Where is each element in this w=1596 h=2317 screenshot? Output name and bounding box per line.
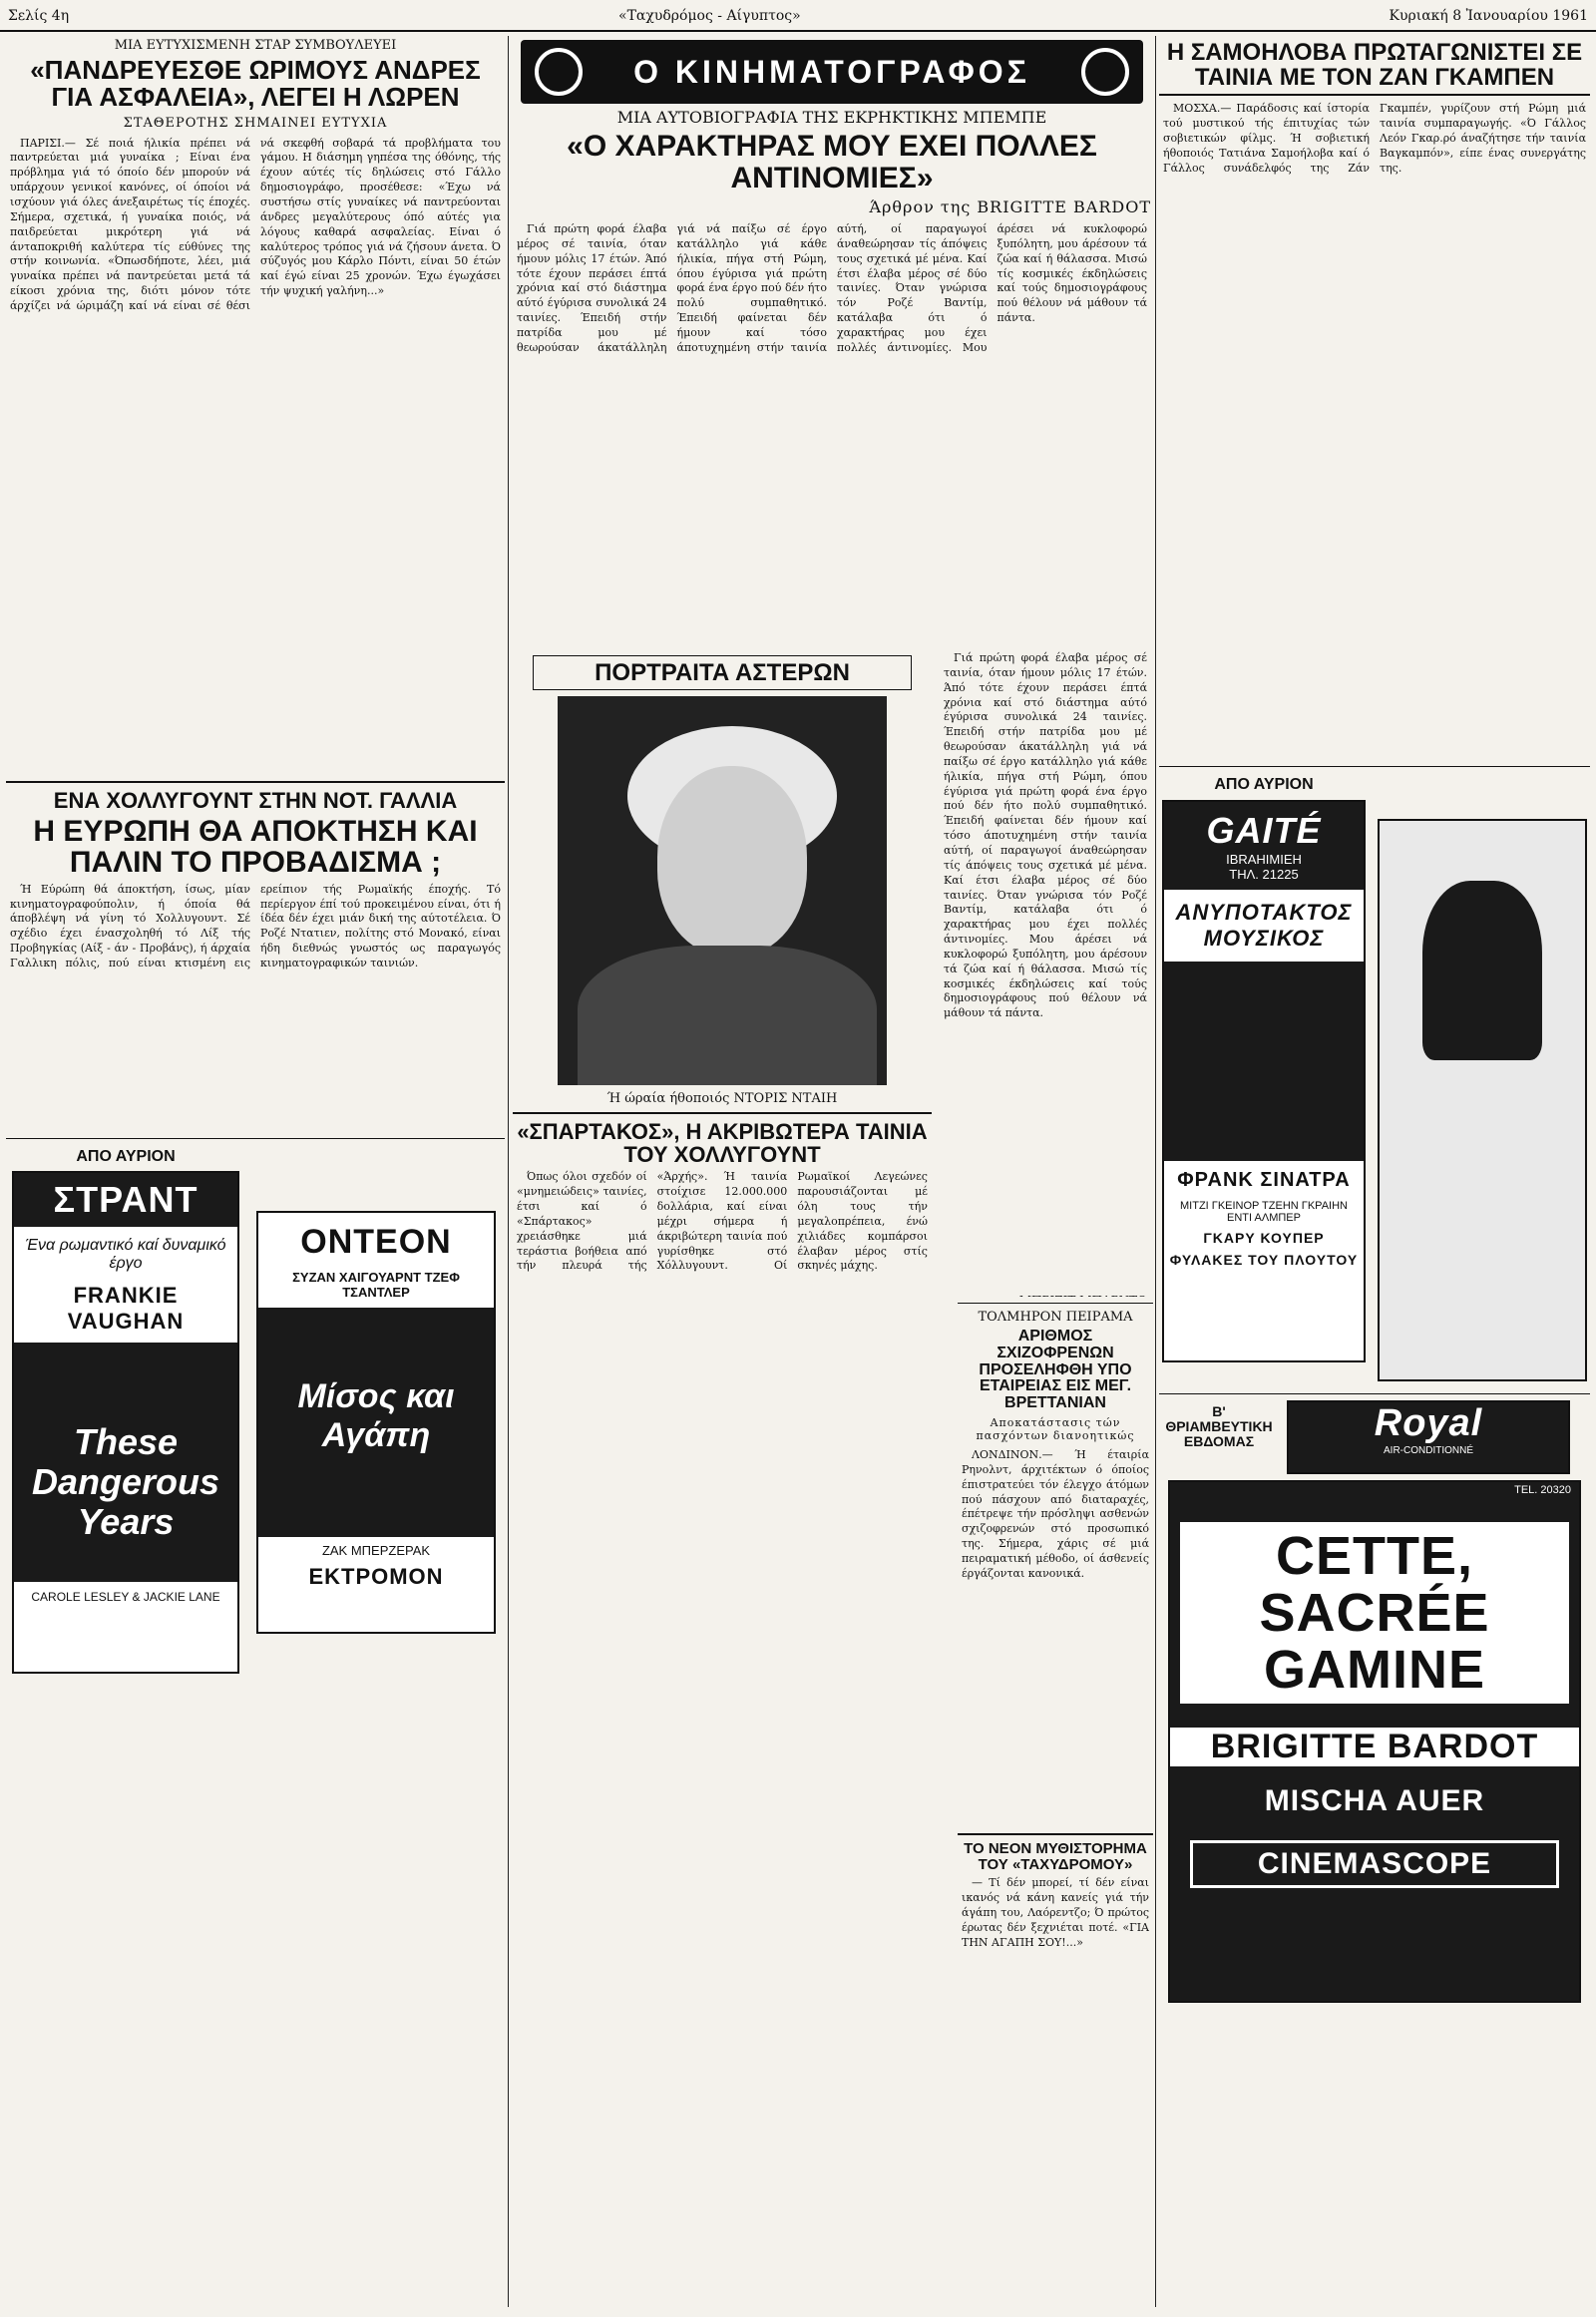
- article-headline-2: ΕΝΑ ΧΟΛΛΥΓΟΥΝΤ ΣΤΗΝ ΝΟΤ. ΓΑΛΛΙΑ: [53, 787, 458, 813]
- divider: [513, 1112, 932, 1114]
- film-reel-icon: [1081, 48, 1129, 96]
- cinema-tag: AIR-CONDITIONNÉ: [1384, 1445, 1473, 1457]
- ad-tagline: Ένα ρωμαντικό καί δυναμικό έργο: [25, 1237, 226, 1273]
- cinema-name: Royal: [1374, 1402, 1483, 1445]
- article-byline: Άρθρον της BRIGITTE BARDOT: [869, 197, 1151, 216]
- ad-header: [1164, 802, 1364, 890]
- article-body: Γιά πρώτη φορά έλαβα μέρος σέ ταινία, όταν ήμουν μόλις 17 έτών. Άπό τότε έχουν περάσει έπτά χρόνια καί στό διάστημα αύτό έγύρισα συνολικά 24 ταινίες. Έπειδή στήν πατρίδα μου μέ θεωρούσαν άκατάλληλη γιά νά παίξω σέ έργο κατάλληλο γιά κάθε ήλικία, πήγα στή Ρώμη, όπου έγύρισα γιά πρώτη φορά ένα έργο πού δέν ήτο πολύ συμπαθητικό. Έπειδή φαίνεται δέν ήμουν καί τόσο άποτυχημένη στήν ταινία αύτή, οί παραγωγοί άναθεώρησαν τίς άπόψεις τους σχετικά μέ μένα. Καί έτσι έλαβα μέρος σέ δύο ταινίες. Όταν γνώρισα τόν Ροζέ Βαντίμ, κατάλαβα ότι ό χαρακτήρας μου έχει πολλές άντινομίες. Μου άρέσει νά κυκλοφορώ ξυπόλητη, μου άρέσουν τά ζώα καί ή θάλασσα. Μισώ τίς κοσμικές έκδηλώσεις καί τούς δημοσιογράφους πού θέλουν νά μάθουν τά πάντα.: [517, 222, 1147, 354]
- film-reel-icon: [535, 48, 583, 96]
- article-kicker: ΤΟΛΜΗΡΟΝ ΠΕΙΡΑΜΑ: [978, 1310, 1133, 1325]
- ad-poster-portrait: [1378, 819, 1587, 1381]
- article-headline-3: ΑΡΙΘΜΟΣ ΣΧΙΖΟΦΡΕΝΩΝ ΠΡΟΣΕΛΗΦΘΗ ΥΠΟ ΕΤΑΙΡΕΙΑΣ ΕΙΣ ΜΕΓ. ΒΡΕΤΤΑΝΙΑΝ: [979, 1328, 1132, 1412]
- article-headline-3: Η ΕΥΡΩΠΗ ΘΑ ΑΠΟΚΤΗΣΗ ΚΑΙ ΠΑΛΙΝ ΤΟ ΠΡΟΒΑΔΙΣΜΑ ;: [33, 814, 478, 880]
- article-body: ΠΑΡΙΣΙ.— Σέ ποιά ήλικία πρέπει νά παντρεύεται μιά γυναίκα ; Είναι ένα πρόβλημα γιά τό όποίο δέν μπορούν νά υπάρχουν γενικοί κανόνες, οί όποίοι νά ισχύουν γιά όλες άνεξαιρέτως τίς έποχές. Σήμερα, σχετικά, ή γυναίκα ποιός, νά παιδρεύεται μικρότερη γιά νά άνταποκριθή καλύτερα τίς εύθύνες της στήν κοινωνία. «Όπωσδήποτε, λέει, μιά γυναίκα πρέπει νά παντρεύεται μετά τά είκοσι χρόνια της, διότι μόνον τότε άρχίζει νά ώριμάζη καί νά είναι σέ θέσι νά σκεφθή σοβαρά τά προβλήματα του γάμου. Η διάσημη γηπέσα της όθόνης, τής έχουν αύτές τίς δηλώσεις στό Γάλλο δημοσιογράφο, προσέθεσε: «Έχω νά συστήσω στίς γυναίκες νά παντρεύονται άνδρες μεγαλύτερους όπό αύτές για λόγους καθαρά ασφαλείας. Είναι ό καλύτερος τρόπος γιά νά ζήσουν άνετα. Ό σύζυγός μου Κάρλο Πόντι, είναι 50 έτών καί έγώ είναι 25 χρονών. Έχω έγωχάσει τήν ψυχική γαλήνη...»: [10, 136, 501, 312]
- cinema-name: ΟΝΤΕΟΝ: [300, 1222, 452, 1261]
- ad-star: ΦΡΑΝΚ ΣΙΝΑΤΡΑ: [1177, 1169, 1351, 1192]
- cinema-ad-royal: [1168, 1480, 1581, 2003]
- section-title: Ο ΚΙΝΗΜΑΤΟΓΡΑΦΟΣ: [633, 54, 1030, 90]
- novel-title: ΤΟ ΝΕΟΝ ΜΥΘΙΣΤΟΡΗΜΑ ΤΟΥ «ΤΑΧΥΔΡΟΜΟΥ»: [964, 1839, 1147, 1873]
- article-headline-2: «ΣΠΑΡΤΑΚΟΣ», Η ΑΚΡΙΒΩΤΕΡΑ ΤΑΙΝΙΑ ΤΟΥ ΧΟΛΛΥΓΟΥΝΤ: [517, 1119, 928, 1168]
- article-body-2: Όπως όλοι σχεδόν οί «μνημειώδεις» ταινίες, έτσι καί ό «Σπάρτακος» χρειάσθηκε μιά τεράστια βοήθεια από τήν πλευρά τής «Άρχής». Ή ταινία στοίχισε 12.000.000 δολλάρια, καί είναι μέχρι σήμερα ή άκριβώτερη ταινία πού γυρίσθηκε στό Χόλλυγουντ. Οί Ρωμαϊκοί Λεγεώνες παρουσιάζονται μέ όλη τους τήν μεγαλοπρέπεια, ένώ χιλιάδες κομπάρσοι έλαβαν μέρος στίς σκηνές μάχης.: [517, 1170, 928, 1273]
- article-kicker: ΜΙΑ ΑΥΤΟΒΙΟΓΡΑΦΙΑ ΤΗΣ ΕΚΡΗΚΤΙΚΗΣ ΜΠΕΜΠΕ: [616, 108, 1047, 127]
- ads-label: ΑΠΟ ΑΥΡΙΟΝ: [1214, 776, 1314, 794]
- star-portrait-photo: [558, 696, 887, 1085]
- portraits-title: ΠΟΡΤΡΑΙΤΑ ΑΣΤΕΡΩΝ: [533, 655, 912, 690]
- article-body-continued: Γιά πρώτη φορά έλαβα μέρος σέ ταινία, όταν ήμουν μόλις 17 έτών. Άπό τότε έχουν περάσει έπτά χρόνια καί στό διάστημα αύτό έγύρισα συνολικά 24 ταινίες. Έπειδή στήν πατρίδα μου μέ θεωρούσαν άκατάλληλη γιά νά παίξω σέ έργο κατάλληλο γιά κάθε ήλικία, πήγα στή Ρώμη, όπου έγύρισα γιά πρώτη φορά ένα έργο πού δέν ήτο πολύ συμπαθητικό. Έπειδή φαίνεται δέν ήμουν καί τόσο άποτυχημένη στήν ταινία αύτή, οί παραγωγοί άναθεώρησαν τίς άπόψεις τους σχετικά μέ μένα. Καί έτσι έλαβα μέρος σέ δύο ταινίες. Όταν γνώρισα τόν Ροζέ Βαντίμ, κατάλαβα ότι ό χαρακτήρας μου έχει πολλές άντινομίες. Μου άρέσει νά κυκλοφορώ ξυπόλητη, μου άρέσουν τά ζώα καί ή θάλασσα. Μισώ τίς κοσμικές έκδηλώσεις καί τούς δημοσιογράφους πού θέλουν νά μάθουν τά πάντα.: [944, 651, 1147, 1020]
- page-header: [0, 0, 1596, 32]
- novel-body: — Τί δέν μπορεί, τί δέν είναι ικανός νά κάνη κανείς γιά τήν άγάπη του, Λαόρεντζο; Ό πρώτος έρωτας δέν ξεχνιέται ποτέ. «ΓΙΑ ΤΗΝ ΑΓΑΠΗ ΣΟΥ!...»: [962, 1876, 1149, 1949]
- cinema-name: ΣΤΡΑΝΤ: [14, 1173, 237, 1227]
- center-right-block: [958, 1297, 1153, 2304]
- ad-title-2: ΦΥΛΑΚΕΣ ΤΟΥ ΠΛΟΥΤΟΥ: [1169, 1252, 1359, 1269]
- article-headline: Η ΣΑΜΟΗΛΟΒΑ ΠΡΩΤΑΓΩΝΙΣΤΕΙ ΣΕ ΤΑΙΝΙΑ ΜΕ ΤΟΝ ΖΑΝ ΓΚΑΜΠΕΝ: [1159, 40, 1590, 96]
- article-headline: «ΠΑΝΔΡΕΥΕΣΘΕ ΩΡΙΜΟΥΣ ΑΝΔΡΕΣ ΓΙΑ ΑΣΦΑΛΕΙΑ», ΛΕΓΕΙ Η ΛΩΡΕΝ: [30, 55, 481, 113]
- photo-caption: Ή ώραία ήθοποιός ΝΤΟΡΙΣ ΝΤΑΙΗ: [606, 1091, 838, 1107]
- cinema-ad-strand: [12, 1171, 239, 1674]
- poster-figure: [1422, 881, 1542, 1060]
- ad-title: Μίσος και Αγάπη: [297, 1376, 455, 1454]
- page-number: Σελίς 4η: [8, 8, 70, 24]
- article-subhead: ΣΤΑΘΕΡΟΤΗΣ ΣΗΜΑΙΝΕΙ ΕΥΤΥΧΙΑ: [123, 115, 388, 131]
- column-divider: [1155, 36, 1156, 2307]
- divider: [1159, 766, 1590, 767]
- ad-cast: CAROLE LESLEY & JACKIE LANE: [31, 1590, 220, 1605]
- cinema-ad-gaite: [1162, 800, 1366, 1362]
- divider: [958, 1833, 1153, 1835]
- article-subhead-3: Αποκατάστασις τών πασχόντων διανοητικώς: [976, 1415, 1135, 1442]
- ad-cast-2: ΓΚΑΡΥ ΚΟΥΠΕΡ: [1203, 1230, 1325, 1247]
- divider: [1159, 1393, 1590, 1394]
- newspaper-name: «Ταχυδρόμος - Αίγυπτος»: [618, 8, 801, 24]
- portrait-coat: [578, 946, 877, 1085]
- ad-poster: [14, 1343, 237, 1582]
- royal-cinema-header: [1287, 1400, 1570, 1474]
- portrait-face: [657, 766, 807, 956]
- article-body-2: Ή Εύρώπη θά άποκτήση, ίσως, μίαν κινηματογραφούπολιν, ή όποία θά άποβλέψη νά γίνη τό Χολλυγουντ. Σέ σχέδιο έχει ένασχοληθή τό Λίξ τής Προβηγκίας (Αίξ - άν - Προβάνς), ή άρχαία Γαλλικη πόλις, πού είναι κτισμένη εις ερείπιον τής Ρωμαϊκής έποχής. Τό περίεργον έπί τού προκειμένου είναι, ότι ή ίδέα δέν έχει μιάν δική της αύτοτέλεια. Ό Ροζέ Ντατιεν, πολίτης στό Μονακό, είναι ήδη διεθνώς γνωστός ως παραγωγός κινηματογραφικών ταινιών.: [10, 882, 501, 969]
- ad-poster: [1164, 962, 1364, 1161]
- cinema-phone: TEL. 20320: [1514, 1484, 1571, 1497]
- cinema-phone: ΤΗΛ. 21225: [1229, 867, 1299, 883]
- ad-cast: ΜΙΤΖΙ ΓΚΕΙΝΟΡ ΤΖΕΗΝ ΓΚΡΑΙΗΝ ΕΝΤΙ ΑΛΜΠΕΡ: [1180, 1200, 1348, 1225]
- article-body-3: ΛΟΝΔΙΝΟΝ.— Ή έταιρία Ρηνολντ, άρχιτέκτων ό όποίος έπιστρατεύει τόν έλεγχο άτόμων πού πάσχουν από διαταραχές, έπέτρεψε τήν πρόσληψι ασθενών σχιζοφρενών στό προσωπικό της. Σήμερα, χάρις σέ μιά πειραματική μέθοδο, οί άσθενείς έργάζονται κανονικά.: [962, 1447, 1149, 1580]
- column-divider: [508, 36, 509, 2307]
- left-column: [6, 36, 505, 2307]
- ad-title: ΑΝΥΠΟΤΑΚΤΟΣ ΜΟΥΣΙΚΟΣ: [1175, 900, 1353, 952]
- cinema-name: GAITÉ: [1206, 810, 1322, 852]
- divider: [958, 1303, 1153, 1304]
- divider: [6, 1138, 505, 1139]
- week-label: Β' ΘΡΙΑΜΒΕΥΤΙΚΗ ΕΒΔΟΜΑΣ: [1165, 1403, 1273, 1449]
- ad-title: These Dangerous Years: [31, 1421, 220, 1542]
- ad-tag: ΕΚΤΡΟΜΟΝ: [308, 1563, 444, 1589]
- section-banner: [521, 40, 1143, 104]
- ad-title: CETTE, SACRÉE GAMINE: [1180, 1522, 1569, 1704]
- ad-extra: ΖΑΚ ΜΠΕΡΖΕΡΑΚ: [321, 1542, 431, 1558]
- ad-star: FRANKIE VAUGHAN: [67, 1283, 185, 1335]
- ad-cast: MISCHA AUER: [1264, 1784, 1485, 1818]
- article-body: ΜΟΣΧΑ.— Παράδοσις καί ίστορία τού μυστικού τής έπιτυχίας τών σοβιετικών φίλμς. Ή σοβιετική ήθοποιός Τατιάνα Σαμοήλοβα καί ό Γάλλος συνάδελφός της Ζάν Γκαμπέν, γυρίζουν στή Ρώμη μιά ταινία συμπαραγωγής. «Ό Γάλλος Λεόν Γκαρ.ρό άναζήτησε τήν ταινία Βαγκαμπόν», είπε ένας συνεργάτης της.: [1163, 102, 1586, 175]
- right-column: [1159, 36, 1590, 2307]
- divider: [6, 781, 505, 783]
- ad-format: CINEMASCOPE: [1190, 1840, 1559, 1888]
- ad-star: BRIGITTE BARDOT: [1170, 1728, 1579, 1766]
- ad-names: ΣΥΖΑΝ ΧΑΙΓΟΥΑΡΝΤ ΤΖΕΦ ΤΣΑΝΤΛΕΡ: [292, 1269, 460, 1300]
- cinema-ad-odeon: [256, 1211, 496, 1634]
- issue-date: Κυριακή 8 Ἰανουαρίου 1961: [1389, 8, 1588, 24]
- article-kicker: ΜΙΑ ΕΥΤΥΧΙΣΜΕΝΗ ΣΤΑΡ ΣΥΜΒΟΥΛΕΥΕΙ: [114, 38, 397, 53]
- ad-poster: [258, 1308, 494, 1537]
- article-headline: «Ο ΧΑΡΑΚΤΗΡΑΣ ΜΟΥ ΕΧΕΙ ΠΟΛΛΕΣ ΑΝΤΙΝΟΜΙΕΣ»: [567, 130, 1097, 194]
- ads-label: ΑΠΟ ΑΥΡΙΟΝ: [76, 1147, 176, 1165]
- cinema-address: IBRAHIMIEH: [1226, 852, 1302, 868]
